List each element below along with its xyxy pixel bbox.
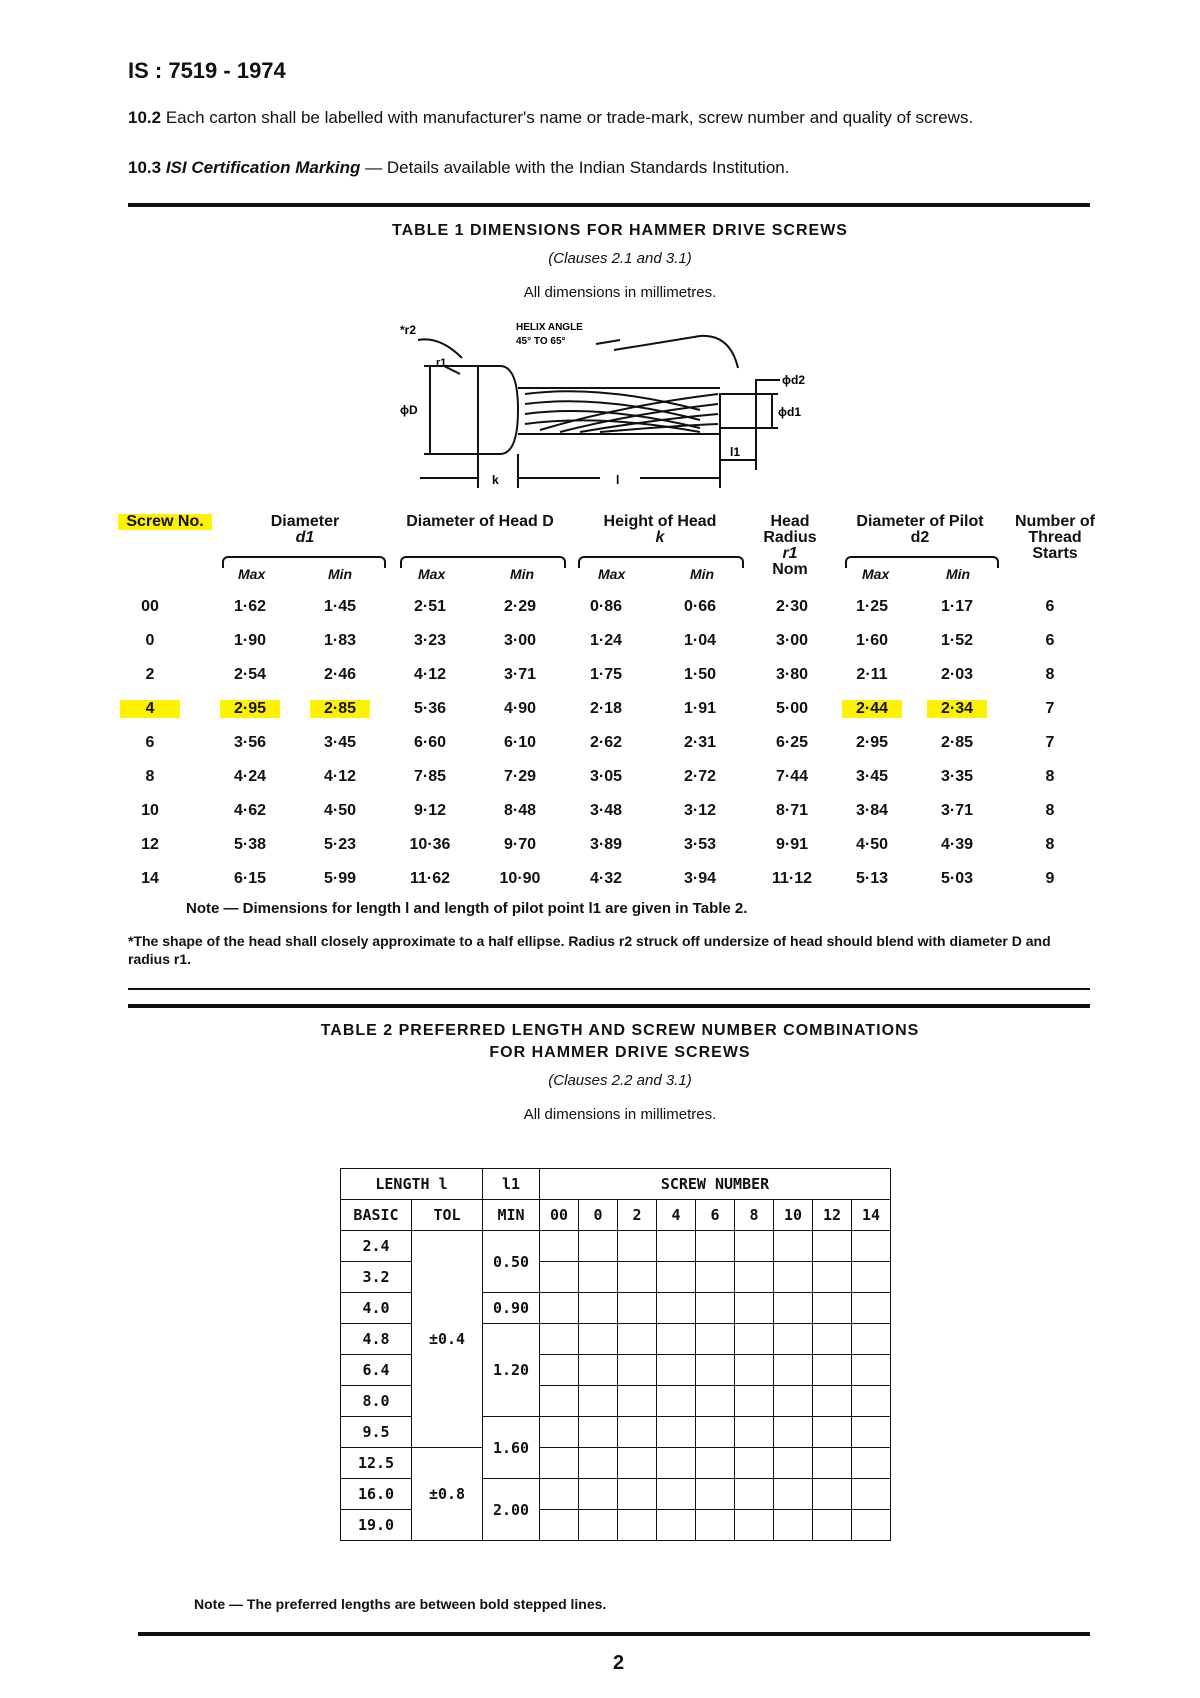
t2-tol: ±0.4 bbox=[412, 1231, 483, 1448]
table1-cell: 9·91 bbox=[775, 836, 809, 853]
t2-screw-number: 4 bbox=[657, 1200, 696, 1231]
col-head-radius bbox=[755, 514, 825, 578]
table1-cell: 1·25 bbox=[855, 598, 889, 615]
clause-10-3-text: — Details available with the Indian Standards Institution. bbox=[365, 158, 790, 177]
t2-l1: 1.20 bbox=[483, 1324, 540, 1417]
fig-l-label: l bbox=[616, 473, 620, 487]
col-screw-no: Screw No. bbox=[118, 514, 212, 530]
col-head-height bbox=[580, 514, 740, 546]
t2-grid-cell bbox=[696, 1448, 735, 1479]
sub-max: Max bbox=[862, 566, 890, 582]
fig-k-label: k bbox=[492, 473, 499, 487]
table1-cell: 4·90 bbox=[503, 700, 537, 717]
t2-grid-cell bbox=[774, 1417, 813, 1448]
t2-grid-cell bbox=[540, 1324, 579, 1355]
col-diameter-sym: d1 bbox=[295, 529, 315, 546]
t2-grid-cell bbox=[540, 1293, 579, 1324]
table1-cell: 6 bbox=[1045, 632, 1055, 649]
t2-grid-cell bbox=[774, 1479, 813, 1510]
table1-cell: 12 bbox=[141, 836, 159, 853]
t2-grid-cell bbox=[696, 1231, 735, 1262]
t2-grid-cell bbox=[735, 1324, 774, 1355]
t2-grid-cell bbox=[540, 1479, 579, 1510]
t2-length: 3.2 bbox=[341, 1262, 412, 1293]
table1-cell: 6 bbox=[145, 734, 155, 751]
t2-grid-cell bbox=[852, 1448, 891, 1479]
table1-cell: 4·62 bbox=[233, 802, 267, 819]
table1-cell: 3·23 bbox=[413, 632, 447, 649]
t2-grid-cell bbox=[774, 1355, 813, 1386]
table1-cell: 3·00 bbox=[503, 632, 537, 649]
table1-cell: 0·66 bbox=[683, 598, 717, 615]
table1-cell: 2·18 bbox=[589, 700, 623, 717]
table1-cell: 3·80 bbox=[775, 666, 809, 683]
table1-cell: 2·11 bbox=[856, 666, 888, 683]
sub-max: Max bbox=[238, 566, 266, 582]
table1-cell: 2·54 bbox=[233, 666, 267, 683]
table1-cell: 14 bbox=[141, 870, 159, 887]
t2-grid-cell bbox=[852, 1417, 891, 1448]
t2-length: 4.0 bbox=[341, 1293, 412, 1324]
table1-cell: 9·12 bbox=[413, 802, 447, 819]
t2-grid-cell bbox=[813, 1324, 852, 1355]
t2-grid-cell bbox=[735, 1231, 774, 1262]
table1-cell: 6 bbox=[1045, 598, 1055, 615]
t2-grid-cell bbox=[657, 1448, 696, 1479]
table1-cell: 2·34 bbox=[927, 700, 987, 718]
t2-tol: ±0.8 bbox=[412, 1448, 483, 1541]
t2-grid-cell bbox=[579, 1231, 618, 1262]
t2-screw-number: 2 bbox=[618, 1200, 657, 1231]
table1-cell: 1·17 bbox=[940, 598, 974, 615]
col-pilot: Diameter of Pilot d2 bbox=[856, 513, 984, 546]
t2-l1: 0.90 bbox=[483, 1293, 540, 1324]
col-thread-starts: Number of Thread Starts bbox=[1015, 513, 1095, 562]
clause-10-3 bbox=[128, 158, 1088, 178]
t2-tol-header: TOL bbox=[412, 1200, 483, 1231]
table1-cell: 8 bbox=[1045, 666, 1055, 683]
table1-cell: 3·45 bbox=[855, 768, 889, 785]
t2-screw-number: 12 bbox=[813, 1200, 852, 1231]
table1-row bbox=[0, 626, 1200, 658]
divider bbox=[138, 1632, 1090, 1636]
col-head-radius-sym: r1 bbox=[782, 545, 798, 562]
t2-length: 2.4 bbox=[341, 1231, 412, 1262]
table1-cell: 3·05 bbox=[589, 768, 623, 785]
clause-10-2 bbox=[128, 108, 1088, 128]
fig-helix-range: 45° TO 65° bbox=[516, 336, 566, 347]
t2-grid-cell bbox=[618, 1262, 657, 1293]
col-head-height-sym: k bbox=[655, 529, 665, 546]
table1-cell: 3·56 bbox=[233, 734, 267, 751]
table1-row bbox=[0, 694, 1200, 726]
table1-cell: 1·75 bbox=[589, 666, 623, 683]
t2-screw-number: 8 bbox=[735, 1200, 774, 1231]
table1-cell: 11·12 bbox=[771, 870, 813, 887]
t2-grid-cell bbox=[618, 1448, 657, 1479]
t2-grid-cell bbox=[618, 1231, 657, 1262]
table1-cell: 1·91 bbox=[683, 700, 717, 717]
t2-grid-cell bbox=[579, 1479, 618, 1510]
table1-footnote: *The shape of the head shall closely approximate to a half ellipse. Radius r2 struck off undersize of head should blend with diameter D and radius r1. bbox=[128, 933, 1051, 967]
table1-cell: 1·50 bbox=[683, 666, 717, 683]
table1-cell: 1·45 bbox=[323, 598, 357, 615]
table1-row bbox=[0, 762, 1200, 794]
table1-cell: 0 bbox=[145, 632, 155, 649]
t2-grid-cell bbox=[618, 1386, 657, 1417]
table1-note: Note — Dimensions for length l and length of pilot point l1 are given in Table 2. bbox=[186, 900, 748, 917]
table1-cell: 2·85 bbox=[310, 700, 370, 718]
t2-l1: 1.60 bbox=[483, 1417, 540, 1479]
t2-row bbox=[341, 1231, 891, 1262]
table1-cell: 2·30 bbox=[775, 598, 809, 615]
table2-units: All dimensions in millimetres. bbox=[523, 1106, 717, 1123]
table1-cell: 8 bbox=[1045, 768, 1055, 785]
table1-cell: 3·48 bbox=[589, 802, 623, 819]
t2-length: 9.5 bbox=[341, 1417, 412, 1448]
t2-grid-cell bbox=[540, 1386, 579, 1417]
t2-grid-cell bbox=[696, 1386, 735, 1417]
t2-grid-cell bbox=[657, 1510, 696, 1541]
table1-cell: 8 bbox=[145, 768, 155, 785]
table1-cell: 4·12 bbox=[323, 768, 357, 785]
table1-cell: 1·60 bbox=[855, 632, 889, 649]
t2-screw-number: 14 bbox=[852, 1200, 891, 1231]
t2-grid-cell bbox=[852, 1231, 891, 1262]
sub-min: Min bbox=[510, 566, 535, 582]
t2-grid-cell bbox=[774, 1324, 813, 1355]
fig-r1-label: r1 bbox=[436, 357, 447, 369]
t2-grid-cell bbox=[696, 1479, 735, 1510]
t2-grid-cell bbox=[735, 1479, 774, 1510]
table1-cell: 5·38 bbox=[233, 836, 267, 853]
table1-cell: 10 bbox=[141, 802, 159, 819]
divider bbox=[128, 988, 1090, 990]
t2-grid-cell bbox=[852, 1262, 891, 1293]
table1-row bbox=[0, 830, 1200, 862]
table1-cell: 4·32 bbox=[589, 870, 623, 887]
t2-length: 6.4 bbox=[341, 1355, 412, 1386]
table1-cell: 7·85 bbox=[413, 768, 447, 785]
t2-l1: 0.50 bbox=[483, 1231, 540, 1293]
table1-row bbox=[0, 728, 1200, 760]
table1-cell: 6·10 bbox=[503, 734, 537, 751]
t2-length: 19.0 bbox=[341, 1510, 412, 1541]
t2-grid-cell bbox=[735, 1355, 774, 1386]
t2-grid-cell bbox=[774, 1510, 813, 1541]
table1-row bbox=[0, 592, 1200, 624]
table1-cell: 1·52 bbox=[940, 632, 974, 649]
table1-cell: 7 bbox=[1045, 700, 1055, 717]
t2-grid-cell bbox=[774, 1262, 813, 1293]
t2-grid-cell bbox=[618, 1324, 657, 1355]
t2-grid-cell bbox=[735, 1417, 774, 1448]
t2-grid-cell bbox=[735, 1510, 774, 1541]
standard-id: IS : 7519 - 1974 bbox=[128, 58, 286, 83]
table1-cell: 7·29 bbox=[503, 768, 537, 785]
t2-grid-cell bbox=[657, 1231, 696, 1262]
t2-grid-cell bbox=[774, 1386, 813, 1417]
table1-cell: 1·90 bbox=[233, 632, 267, 649]
table1-cell: 2·03 bbox=[940, 666, 974, 683]
table1-cell: 2·46 bbox=[323, 666, 357, 683]
divider bbox=[128, 1004, 1090, 1008]
col-head-height-label: Height of Head bbox=[603, 513, 717, 530]
t2-grid-cell bbox=[579, 1324, 618, 1355]
t2-length-header: LENGTH l bbox=[341, 1169, 483, 1200]
t2-l1-header: l1 bbox=[483, 1169, 540, 1200]
table1-cell: 5·99 bbox=[323, 870, 357, 887]
t2-grid-cell bbox=[579, 1355, 618, 1386]
table1-cell: 4·24 bbox=[233, 768, 267, 785]
t2-grid-cell bbox=[540, 1262, 579, 1293]
t2-grid-cell bbox=[735, 1262, 774, 1293]
table1-clauses: (Clauses 2.1 and 3.1) bbox=[548, 250, 692, 267]
t2-length: 16.0 bbox=[341, 1479, 412, 1510]
t2-grid-cell bbox=[852, 1324, 891, 1355]
t2-grid-cell bbox=[618, 1417, 657, 1448]
table1-cell: 11·62 bbox=[409, 870, 451, 887]
table1-cell: 3·45 bbox=[323, 734, 357, 751]
t2-grid-cell bbox=[696, 1293, 735, 1324]
table1-cell: 2·62 bbox=[589, 734, 623, 751]
table1-cell: 2·29 bbox=[503, 598, 537, 615]
clause-10-3-number: 10.3 bbox=[128, 158, 162, 177]
table2-title-line1: TABLE 2 PREFERRED LENGTH AND SCREW NUMBER COMBINATIONS bbox=[320, 1022, 920, 1039]
t2-row bbox=[341, 1448, 891, 1479]
t2-length: 8.0 bbox=[341, 1386, 412, 1417]
sub-max: Max bbox=[418, 566, 446, 582]
t2-grid-cell bbox=[540, 1355, 579, 1386]
table1-cell: 4·50 bbox=[855, 836, 889, 853]
table1-cell: 0·86 bbox=[589, 598, 623, 615]
t2-grid-cell bbox=[579, 1448, 618, 1479]
table1-row bbox=[0, 864, 1200, 896]
t2-grid-cell bbox=[696, 1417, 735, 1448]
divider bbox=[128, 203, 1090, 207]
clause-10-2-number: 10.2 bbox=[128, 108, 162, 127]
fig-helix-label: HELIX ANGLE bbox=[516, 322, 583, 333]
t2-grid-cell bbox=[618, 1355, 657, 1386]
table1-cell: 7 bbox=[1045, 734, 1055, 751]
table2-note: Note — The preferred lengths are between bold stepped lines. bbox=[194, 1596, 607, 1612]
t2-grid-cell bbox=[579, 1510, 618, 1541]
table1-cell: 5·23 bbox=[323, 836, 357, 853]
t2-length: 12.5 bbox=[341, 1448, 412, 1479]
table1-cell: 2·31 bbox=[683, 734, 717, 751]
t2-grid-cell bbox=[852, 1355, 891, 1386]
t2-grid-cell bbox=[813, 1479, 852, 1510]
t2-screw-number: 0 bbox=[579, 1200, 618, 1231]
table1-cell: 3·12 bbox=[683, 802, 717, 819]
table1-cell: 2·51 bbox=[413, 598, 447, 615]
table1-cell: 1·24 bbox=[589, 632, 623, 649]
t2-grid-cell bbox=[813, 1231, 852, 1262]
t2-grid-cell bbox=[813, 1262, 852, 1293]
table1-cell: 1·83 bbox=[323, 632, 357, 649]
col-head-diameter: Diameter of Head D bbox=[406, 513, 554, 530]
t2-grid-cell bbox=[774, 1293, 813, 1324]
fig-r2-label: *r2 bbox=[400, 323, 417, 337]
table1-cell: 5·36 bbox=[413, 700, 447, 717]
t2-grid-cell bbox=[852, 1510, 891, 1541]
table1-cell: 3·00 bbox=[775, 632, 809, 649]
t2-grid-cell bbox=[579, 1293, 618, 1324]
screw-diagram bbox=[400, 310, 820, 500]
t2-min-header: MIN bbox=[483, 1200, 540, 1231]
t2-grid-cell bbox=[540, 1510, 579, 1541]
t2-length: 4.8 bbox=[341, 1324, 412, 1355]
table1-cell: 7·44 bbox=[775, 768, 809, 785]
t2-grid-cell bbox=[657, 1479, 696, 1510]
table1-cell: 2·95 bbox=[855, 734, 889, 751]
table1-cell: 3·84 bbox=[855, 802, 889, 819]
table1-cell: 2·95 bbox=[220, 700, 280, 718]
clause-10-3-title: ISI Certification Marking bbox=[165, 158, 361, 177]
table1-cell: 6·25 bbox=[775, 734, 809, 751]
t2-grid-cell bbox=[579, 1262, 618, 1293]
sub-max: Max bbox=[598, 566, 626, 582]
table1-row bbox=[0, 796, 1200, 828]
t2-grid-cell bbox=[579, 1417, 618, 1448]
table1-cell: 3·89 bbox=[589, 836, 623, 853]
table1-cell: 10·90 bbox=[499, 870, 541, 887]
col-head-radius-nom: Nom bbox=[772, 561, 808, 578]
table1-cell: 5·13 bbox=[855, 870, 889, 887]
table1-cell: 9·70 bbox=[503, 836, 537, 853]
t2-grid-cell bbox=[657, 1417, 696, 1448]
t2-grid-cell bbox=[579, 1386, 618, 1417]
t2-grid-cell bbox=[813, 1355, 852, 1386]
t2-screw-number: 10 bbox=[774, 1200, 813, 1231]
table1-cell: 4·50 bbox=[323, 802, 357, 819]
t2-grid-cell bbox=[540, 1231, 579, 1262]
t2-grid-cell bbox=[657, 1355, 696, 1386]
fig-d2-label: ϕd2 bbox=[782, 373, 805, 387]
t2-grid-cell bbox=[696, 1510, 735, 1541]
table1-cell: 2 bbox=[145, 666, 155, 683]
table1-title: TABLE 1 DIMENSIONS FOR HAMMER DRIVE SCREWS bbox=[392, 222, 848, 239]
t2-screw-number: 00 bbox=[540, 1200, 579, 1231]
fig-l1-label: l1 bbox=[730, 445, 741, 459]
fig-D-label: ϕD bbox=[400, 403, 418, 417]
table1-cell: 8·48 bbox=[503, 802, 537, 819]
sub-min: Min bbox=[946, 566, 971, 582]
t2-grid-cell bbox=[852, 1293, 891, 1324]
col-head-radius-label: Head Radius bbox=[763, 513, 817, 546]
table1-cell: 8·71 bbox=[775, 802, 809, 819]
t2-grid-cell bbox=[696, 1262, 735, 1293]
t2-grid-cell bbox=[696, 1324, 735, 1355]
table1-cell: 5·03 bbox=[940, 870, 974, 887]
t2-grid-cell bbox=[735, 1386, 774, 1417]
t2-basic-header: BASIC bbox=[341, 1200, 412, 1231]
table1-cell: 2·72 bbox=[683, 768, 717, 785]
fig-d1-label: ϕd1 bbox=[778, 405, 801, 419]
table1-cell: 8 bbox=[1045, 836, 1055, 853]
table2 bbox=[340, 1168, 891, 1541]
col-diameter-label: Diameter bbox=[270, 513, 340, 530]
table1-cell: 5·00 bbox=[775, 700, 809, 717]
table1-cell: 4 bbox=[120, 700, 180, 718]
t2-grid-cell bbox=[618, 1479, 657, 1510]
table1-cell: 3·94 bbox=[683, 870, 717, 887]
table1-cell: 6·60 bbox=[413, 734, 447, 751]
table1-cell: 4·12 bbox=[413, 666, 447, 683]
t2-grid-cell bbox=[657, 1293, 696, 1324]
t2-grid-cell bbox=[813, 1293, 852, 1324]
t2-grid-cell bbox=[735, 1448, 774, 1479]
t2-grid-cell bbox=[657, 1324, 696, 1355]
t2-grid-cell bbox=[696, 1355, 735, 1386]
table2-title-line2: FOR HAMMER DRIVE SCREWS bbox=[489, 1044, 751, 1061]
col-diameter bbox=[225, 514, 385, 546]
table2-clauses: (Clauses 2.2 and 3.1) bbox=[548, 1072, 692, 1089]
table1-cell: 2·44 bbox=[842, 700, 902, 718]
t2-grid-cell bbox=[774, 1231, 813, 1262]
t2-grid-cell bbox=[540, 1448, 579, 1479]
table1-cell: 00 bbox=[141, 598, 159, 615]
t2-grid-cell bbox=[735, 1293, 774, 1324]
t2-grid-cell bbox=[540, 1417, 579, 1448]
t2-screw-number-header: SCREW NUMBER bbox=[540, 1169, 891, 1200]
table1-cell: 1·62 bbox=[233, 598, 267, 615]
t2-grid-cell bbox=[774, 1448, 813, 1479]
clause-10-2-text: Each carton shall be labelled with manufacturer's name or trade-mark, screw number and quality of screws. bbox=[165, 108, 974, 127]
t2-grid-cell bbox=[813, 1510, 852, 1541]
table1-cell: 3·71 bbox=[940, 802, 974, 819]
t2-grid-cell bbox=[852, 1479, 891, 1510]
table1-cell: 10·36 bbox=[409, 836, 451, 853]
table1-cell: 6·15 bbox=[233, 870, 267, 887]
table1-row bbox=[0, 660, 1200, 692]
t2-grid-cell bbox=[813, 1417, 852, 1448]
table1-cell: 4·39 bbox=[940, 836, 974, 853]
table1-cell: 9 bbox=[1045, 870, 1055, 887]
t2-grid-cell bbox=[813, 1386, 852, 1417]
table1-cell: 3·35 bbox=[940, 768, 974, 785]
t2-grid-cell bbox=[657, 1386, 696, 1417]
t2-grid-cell bbox=[618, 1293, 657, 1324]
table1-cell: 8 bbox=[1045, 802, 1055, 819]
t2-l1: 2.00 bbox=[483, 1479, 540, 1541]
t2-grid-cell bbox=[657, 1262, 696, 1293]
page-number: 2 bbox=[613, 1652, 625, 1674]
t2-grid-cell bbox=[618, 1510, 657, 1541]
t2-screw-number: 6 bbox=[696, 1200, 735, 1231]
table1-cell: 3·53 bbox=[683, 836, 717, 853]
t2-grid-cell bbox=[852, 1386, 891, 1417]
table1-cell: 2·85 bbox=[940, 734, 974, 751]
sub-min: Min bbox=[328, 566, 353, 582]
table1-cell: 1·04 bbox=[683, 632, 717, 649]
t2-grid-cell bbox=[813, 1448, 852, 1479]
table1-cell: 3·71 bbox=[503, 666, 537, 683]
table1-units: All dimensions in millimetres. bbox=[523, 284, 717, 301]
sub-min: Min bbox=[690, 566, 715, 582]
